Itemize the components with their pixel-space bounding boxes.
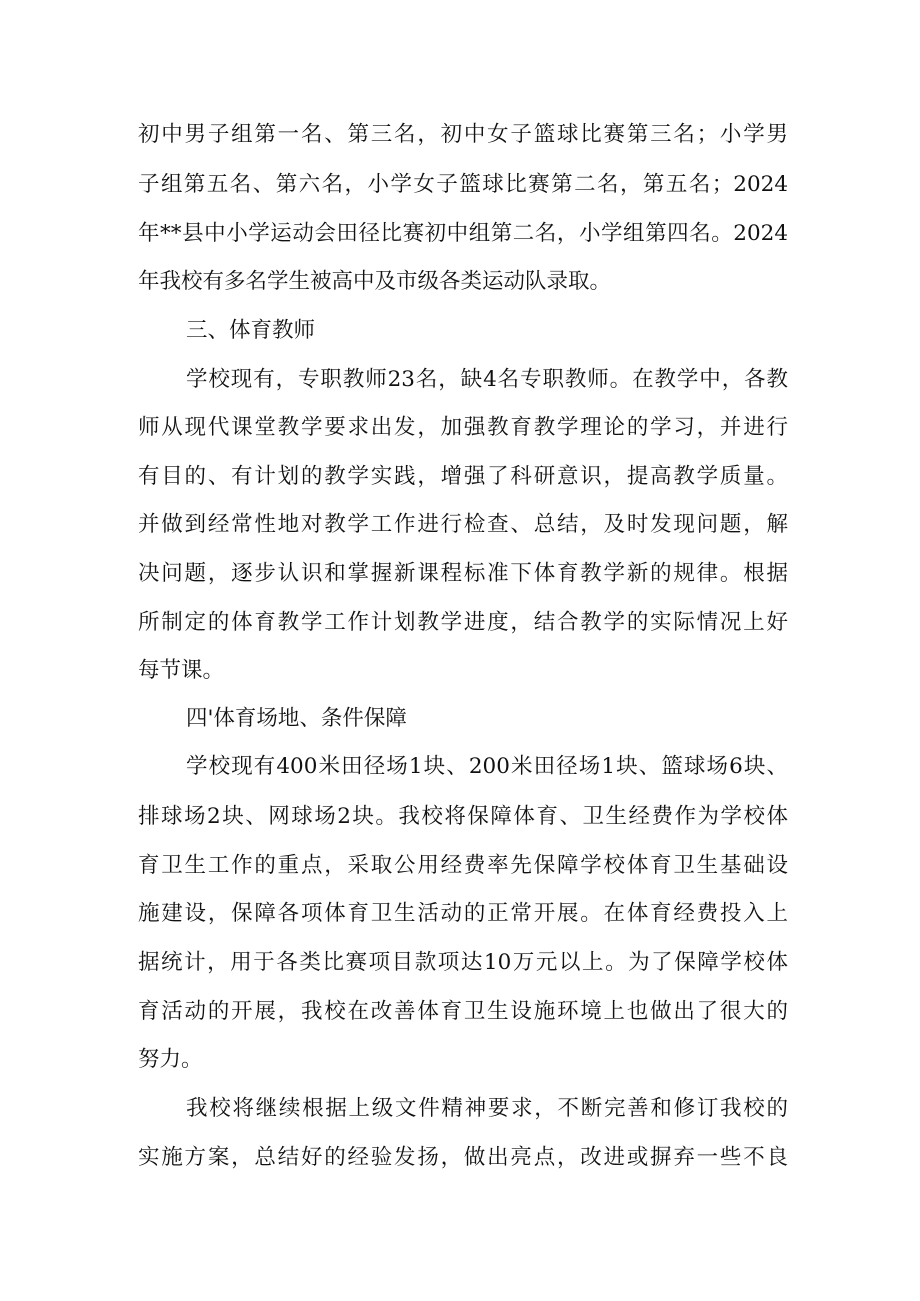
section-heading-facilities: 四'体育场地、条件保障 — [186, 706, 407, 731]
text-line: 育活动的开展，我校在改善体育卫生设施环境上也做出了很大的 — [138, 999, 788, 1024]
text-line: 每节课。 — [138, 658, 225, 683]
text-line: 据统计，用于各类比赛项目款项达10万元以上。为了保障学校体 — [138, 950, 788, 975]
text-line: 实施方案，总结好的经验发扬，做出亮点，改进或摒弃一些不良 — [138, 1145, 788, 1170]
text-line: 学校现有400米田径场1块、200米田径场1块、篮球场6块、 — [186, 754, 788, 779]
text-line: 育卫生工作的重点，采取公用经费率先保障学校体育卫生基础设 — [138, 853, 788, 878]
text-line: 努力。 — [138, 1047, 203, 1072]
text-line: 年**县中小学运动会田径比赛初中组第二名，小学组第四名。2024 — [138, 221, 788, 246]
text-line: 年我校有多名学生被高中及市级各类运动队录取。 — [138, 269, 612, 294]
text-line: 我校将继续根据上级文件精神要求，不断完善和修订我校的 — [186, 1096, 788, 1121]
text-line: 并做到经常性地对教学工作进行检查、总结，及时发现问题，解 — [138, 512, 788, 537]
text-line: 初中男子组第一名、第三名，初中女子篮球比赛第三名；小学男 — [138, 122, 788, 147]
text-line: 子组第五名、第六名，小学女子篮球比赛第二名，第五名；2024 — [138, 172, 788, 197]
text-line: 师从现代课堂教学要求出发，加强教育教学理论的学习，并进行 — [138, 415, 788, 440]
text-line: 有目的、有计划的教学实践，增强了科研意识，提高教学质量。 — [138, 464, 788, 489]
text-line: 学校现有，专职教师23名，缺4名专职教师。在教学中，各教 — [186, 367, 788, 392]
text-line: 决问题，逐步认识和掌握新课程标准下体育教学新的规律。根据 — [138, 561, 788, 586]
section-heading-pe-teachers: 三、体育教师 — [186, 318, 316, 343]
text-line: 施建设，保障各项体育卫生活动的正常开展。在体育经费投入上 — [138, 901, 788, 926]
text-line: 所制定的体育教学工作计划教学进度，结合教学的实际情况上好 — [138, 610, 788, 635]
text-line: 排球场2块、网球场2块。我校将保障体育、卫生经费作为学校体 — [138, 804, 788, 829]
